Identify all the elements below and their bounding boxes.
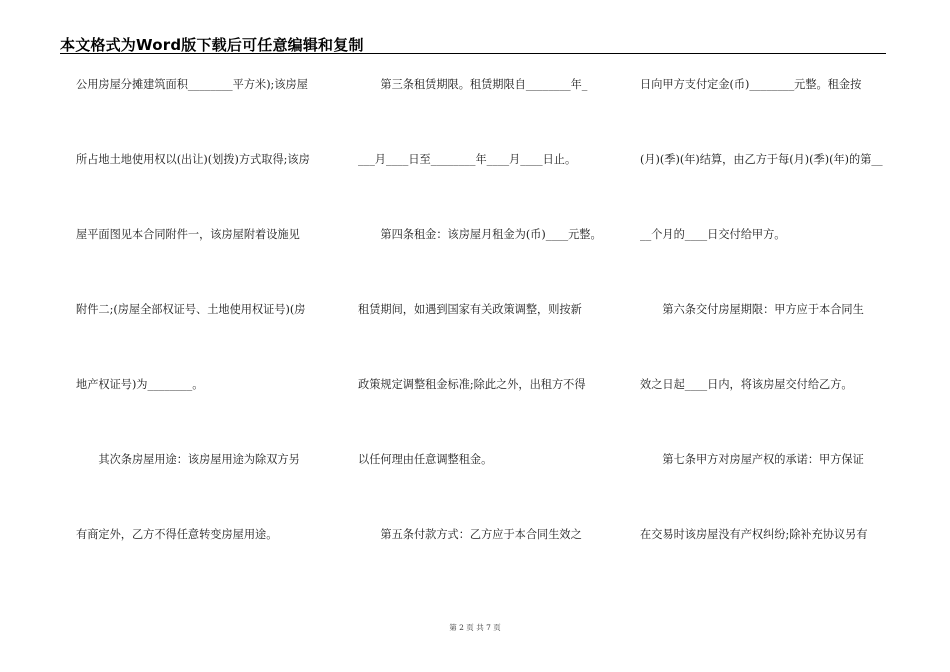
page-number: 第 2 页 共 7 页: [449, 623, 501, 632]
text-line: (月)(季)(年)结算，由乙方于每(月)(季)(年)的第__: [640, 153, 883, 166]
text-column-3: [640, 77, 890, 602]
text-line: 政策规定调整租金标准;除此之外，出租方不得: [358, 378, 586, 391]
text-column-1: [76, 77, 326, 602]
text-line: 效之日起____日内，将该房屋交付给乙方。: [640, 378, 853, 391]
text-line: 第五条付款方式：乙方应于本合同生效之: [358, 528, 582, 541]
text-line: 其次条房屋用途：该房屋用途为除双方另: [76, 453, 300, 466]
text-column-2: [358, 77, 608, 602]
text-line: 日向甲方支付定金(币)________元整。租金按: [640, 78, 862, 91]
text-line: 屋平面图见本合同附件一，该房屋附着设施见: [76, 228, 300, 241]
text-line: 公用房屋分摊建筑面积________平方米);该房屋: [76, 78, 308, 91]
text-line: 所占地土地使用权以(出让)(划拨)方式取得;该房: [76, 153, 310, 166]
text-line: 第六条交付房屋期限：甲方应于本合同生: [640, 303, 864, 316]
text-line: 以任何理由任意调整租金。: [358, 453, 493, 466]
text-line: 地产权证号)为________。: [76, 378, 204, 391]
text-line: 第三条租赁期限。租赁期限自________年_: [358, 78, 588, 91]
text-line: 有商定外，乙方不得任意转变房屋用途。: [76, 528, 278, 541]
text-line: 租赁期间，如遇到国家有关政策调整，则按新: [358, 303, 582, 316]
header-divider: [60, 53, 886, 54]
text-line: ___月____日至________年____月____日止。: [358, 153, 577, 166]
text-line: 附件二;(房屋全部权证号、土地使用权证号)(房: [76, 303, 306, 316]
text-line: 第七条甲方对房屋产权的承诺：甲方保证: [640, 453, 864, 466]
document-header-title: 本文格式为Word版下载后可任意编辑和复制: [60, 36, 364, 54]
text-line: 第四条租金：该房屋月租金为(币)____元整。: [358, 228, 602, 241]
text-line: __个月的____日交付给甲方。: [640, 228, 786, 241]
text-line: 在交易时该房屋没有产权纠纷;除补充协议另有: [640, 528, 868, 541]
